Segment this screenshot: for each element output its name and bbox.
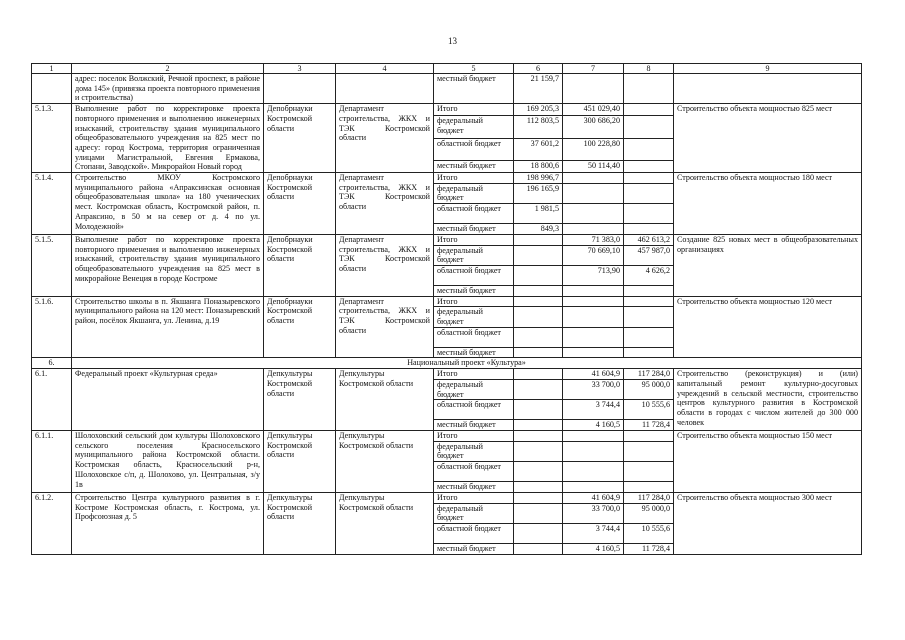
budget-label: федеральный бюджет [434, 379, 514, 399]
amount-cell [514, 420, 563, 431]
amount-cell [514, 441, 563, 461]
amount-cell: 11 728,4 [624, 543, 674, 554]
budget-label: областной бюджет [434, 462, 514, 482]
budget-label: областной бюджет [434, 327, 514, 347]
amount-cell [514, 482, 563, 493]
amount-cell [563, 430, 624, 441]
item-description: Федеральный проект «Культурная среда» [72, 369, 264, 431]
amount-cell [563, 307, 624, 327]
budget-label: местный бюджет [434, 543, 514, 554]
amount-cell [624, 441, 674, 461]
amount-cell: 95 000,0 [624, 379, 674, 399]
table-row [32, 173, 862, 184]
amount-cell [624, 104, 674, 116]
amount-cell: 50 114,40 [563, 161, 624, 173]
responsible-executor: Депкультуры Костромской области [264, 369, 336, 431]
amount-cell: 10 555,6 [624, 523, 674, 543]
amount-cell: 11 728,4 [624, 420, 674, 431]
section-title: Национальный проект «Культура» [72, 358, 862, 369]
budget-label: федеральный бюджет [434, 503, 514, 523]
amount-cell [624, 173, 674, 184]
amount-cell [624, 307, 674, 327]
amount-cell [514, 265, 563, 285]
table-row [32, 430, 862, 441]
co-executor: Департамент строительства, ЖКХ и ТЭК Костромской области [336, 173, 434, 235]
responsible-executor: Депобрнауки Костромской области [264, 296, 336, 358]
item-number: 6.1.1. [32, 430, 72, 492]
amount-cell: 300 686,20 [563, 116, 624, 139]
budget-label: областной бюджет [434, 204, 514, 224]
amount-cell: 18 800,6 [514, 161, 563, 173]
budget-label: областной бюджет [434, 523, 514, 543]
co-executor: Депкультуры Костромской области [336, 492, 434, 554]
item-number: 5.1.4. [32, 173, 72, 235]
expected-result: Строительство объекта мощностью 150 мест [674, 430, 862, 492]
table-row [32, 296, 862, 307]
responsible-executor: Депобрнауки Костромской области [264, 234, 336, 296]
amount-cell [563, 462, 624, 482]
table-row [32, 369, 862, 380]
item-number: 5.1.5. [32, 234, 72, 296]
column-number: 5 [434, 64, 514, 74]
amount-cell: 713,90 [563, 265, 624, 285]
item-number: 5.1.3. [32, 104, 72, 173]
amount-cell: 3 744,4 [563, 523, 624, 543]
column-number: 3 [264, 64, 336, 74]
expected-result: Строительство (реконструкция) и (или) капитальный ремонт культурно-досуговых учреждений в сельской местности, строительство центров культурного развития в Костромской области в городах с числом жителей до 300 000 человек [674, 369, 862, 431]
item-description: Строительство МКОУ Костромского муниципального района «Апраксинская основная общеобразовательная школа» на 180 ученических мест. Костромская область, Костромской район, п. Апраксино, в 50 м на север от д. 4 по ул. Молодежной» [72, 173, 264, 235]
amount-cell [514, 245, 563, 265]
item-description: адрес: поселок Волжский, Речной проспект, в районе дома 145» (привязка проекта повторного применения и строительства) [72, 74, 264, 104]
expected-result: Создание 825 новых мест в общеобразовательных организациях [674, 234, 862, 296]
budget-label: Итого [434, 492, 514, 503]
amount-cell [514, 307, 563, 327]
amount-cell [514, 543, 563, 554]
column-number: 6 [514, 64, 563, 74]
amount-cell: 41 604,9 [563, 492, 624, 503]
budget-label: областной бюджет [434, 400, 514, 420]
amount-cell [624, 296, 674, 307]
amount-cell [514, 462, 563, 482]
amount-cell: 10 555,6 [624, 400, 674, 420]
amount-cell: 4 626,2 [624, 265, 674, 285]
amount-cell: 70 669,10 [563, 245, 624, 265]
amount-cell [624, 285, 674, 296]
page-number: 13 [448, 36, 457, 46]
amount-cell [624, 224, 674, 235]
amount-cell [514, 285, 563, 296]
amount-cell: 117 284,0 [624, 369, 674, 380]
co-executor: Департамент строительства, ЖКХ и ТЭК Костромской области [336, 104, 434, 173]
budget-label: областной бюджет [434, 138, 514, 160]
amount-cell: 95 000,0 [624, 503, 674, 523]
expected-result: Строительство объекта мощностью 120 мест [674, 296, 862, 358]
co-executor: Департамент строительства, ЖКХ и ТЭК Костромской области [336, 234, 434, 296]
responsible-executor: Депкультуры Костромской области [264, 492, 336, 554]
amount-cell: 1 981,5 [514, 204, 563, 224]
amount-cell [514, 379, 563, 399]
amount-cell: 21 159,7 [514, 74, 563, 104]
column-number: 8 [624, 64, 674, 74]
amount-cell: 100 228,80 [563, 138, 624, 160]
amount-cell [514, 369, 563, 380]
column-number: 9 [674, 64, 862, 74]
co-executor: Депкультуры Костромской области [336, 430, 434, 492]
amount-cell: 4 160,5 [563, 543, 624, 554]
budget-label: местный бюджет [434, 161, 514, 173]
table-row [32, 104, 862, 116]
amount-cell [563, 204, 624, 224]
amount-cell [563, 441, 624, 461]
responsible-executor: Депкультуры Костромской области [264, 430, 336, 492]
amount-cell [563, 327, 624, 347]
budget-label: федеральный бюджет [434, 307, 514, 327]
amount-cell [514, 347, 563, 358]
amount-cell [563, 183, 624, 203]
table-row [32, 492, 862, 503]
budget-label: местный бюджет [434, 285, 514, 296]
amount-cell: 33 700,0 [563, 379, 624, 399]
budget-label: федеральный бюджет [434, 183, 514, 203]
amount-cell [624, 327, 674, 347]
amount-cell [514, 523, 563, 543]
item-description: Выполнение работ по корректировке проекта повторного применения и выполнению инженерных изысканий, строительству здания муниципального общеобразовательного учреждения на 825 мест по адресу: город Кострома, территория ограниченная улицами Магистральной, Евгения Ермакова, Стопани, Заводской». Микрорайон Новый город [72, 104, 264, 173]
amount-cell [624, 161, 674, 173]
amount-cell [514, 492, 563, 503]
item-number: 5.1.6. [32, 296, 72, 358]
budget-label: федеральный бюджет [434, 441, 514, 461]
amount-cell: 117 284,0 [624, 492, 674, 503]
amount-cell [624, 430, 674, 441]
budget-label: областной бюджет [434, 265, 514, 285]
amount-cell: 457 987,0 [624, 245, 674, 265]
amount-cell [514, 430, 563, 441]
table-row [32, 74, 862, 104]
amount-cell [624, 482, 674, 493]
amount-cell: 4 160,5 [563, 420, 624, 431]
amount-cell [563, 285, 624, 296]
budget-label: местный бюджет [434, 74, 514, 104]
expected-result: Строительство объекта мощностью 180 мест [674, 173, 862, 235]
item-description: Выполнение работ по корректировке проекта повторного применения и выполнению инженерных изысканий, строительству здания муниципального общеобразовательного учреждения на 825 мест в микрорайоне Венеция в городе Костроме [72, 234, 264, 296]
budget-label: местный бюджет [434, 482, 514, 493]
table-row [32, 234, 862, 245]
item-number: 6.1. [32, 369, 72, 431]
budget-label: Итого [434, 296, 514, 307]
program-table [31, 63, 862, 555]
amount-cell: 451 029,40 [563, 104, 624, 116]
amount-cell [563, 296, 624, 307]
amount-cell: 3 744,4 [563, 400, 624, 420]
budget-label: Итого [434, 234, 514, 245]
expected-result: Строительство объекта мощностью 300 мест [674, 492, 862, 554]
budget-label: местный бюджет [434, 224, 514, 235]
amount-cell: 33 700,0 [563, 503, 624, 523]
item-description: Шолоховский сельский дом культуры Шолоховского сельского поселения Красносельского муниципального района Костромской области. Костромская область, Красносельский р-н, Шолоховское с/п, д. Шолохово, ул. Центральная, з/у 1в [72, 430, 264, 492]
column-number-row [32, 64, 862, 74]
column-number: 4 [336, 64, 434, 74]
amount-cell [563, 224, 624, 235]
responsible-executor: Депобрнауки Костромской области [264, 104, 336, 173]
section-row [32, 358, 862, 369]
co-executor: Департамент строительства, ЖКХ и ТЭК Костромской области [336, 296, 434, 358]
amount-cell [514, 400, 563, 420]
responsible-executor: Депобрнауки Костромской области [264, 173, 336, 235]
budget-label: местный бюджет [434, 347, 514, 358]
item-description: Строительство Центра культурного развития в г. Костроме Костромская область, г. Кострома, ул. Профсоюзная д. 5 [72, 492, 264, 554]
co-executor: Депкультуры Костромской области [336, 369, 434, 431]
amount-cell: 71 383,0 [563, 234, 624, 245]
amount-cell: 112 803,5 [514, 116, 563, 139]
amount-cell [624, 183, 674, 203]
amount-cell: 37 601,2 [514, 138, 563, 160]
amount-cell [514, 327, 563, 347]
amount-cell [563, 482, 624, 493]
amount-cell [563, 347, 624, 358]
section-number: 6. [32, 358, 72, 369]
amount-cell: 198 996,7 [514, 173, 563, 184]
column-number: 2 [72, 64, 264, 74]
column-number: 1 [32, 64, 72, 74]
amount-cell [514, 503, 563, 523]
amount-cell: 462 613,2 [624, 234, 674, 245]
budget-label: Итого [434, 430, 514, 441]
column-number: 7 [563, 64, 624, 74]
amount-cell: 849,3 [514, 224, 563, 235]
amount-cell: 169 205,3 [514, 104, 563, 116]
budget-label: федеральный бюджет [434, 116, 514, 139]
amount-cell [563, 173, 624, 184]
budget-label: местный бюджет [434, 420, 514, 431]
amount-cell [514, 296, 563, 307]
budget-label: Итого [434, 104, 514, 116]
amount-cell [624, 138, 674, 160]
amount-cell [624, 347, 674, 358]
amount-cell: 41 604,9 [563, 369, 624, 380]
amount-cell [514, 234, 563, 245]
budget-label: Итого [434, 173, 514, 184]
item-number: 6.1.2. [32, 492, 72, 554]
budget-label: федеральный бюджет [434, 245, 514, 265]
amount-cell: 196 165,9 [514, 183, 563, 203]
amount-cell [624, 204, 674, 224]
amount-cell [624, 116, 674, 139]
expected-result: Строительство объекта мощностью 825 мест [674, 104, 862, 173]
item-description: Строительство школы в п. Якшанга Поназыревского муниципального района на 120 мест: Поназыревский район, посёлок Якшанга, ул. Ленина, д.19 [72, 296, 264, 358]
amount-cell [624, 462, 674, 482]
budget-label: Итого [434, 369, 514, 380]
